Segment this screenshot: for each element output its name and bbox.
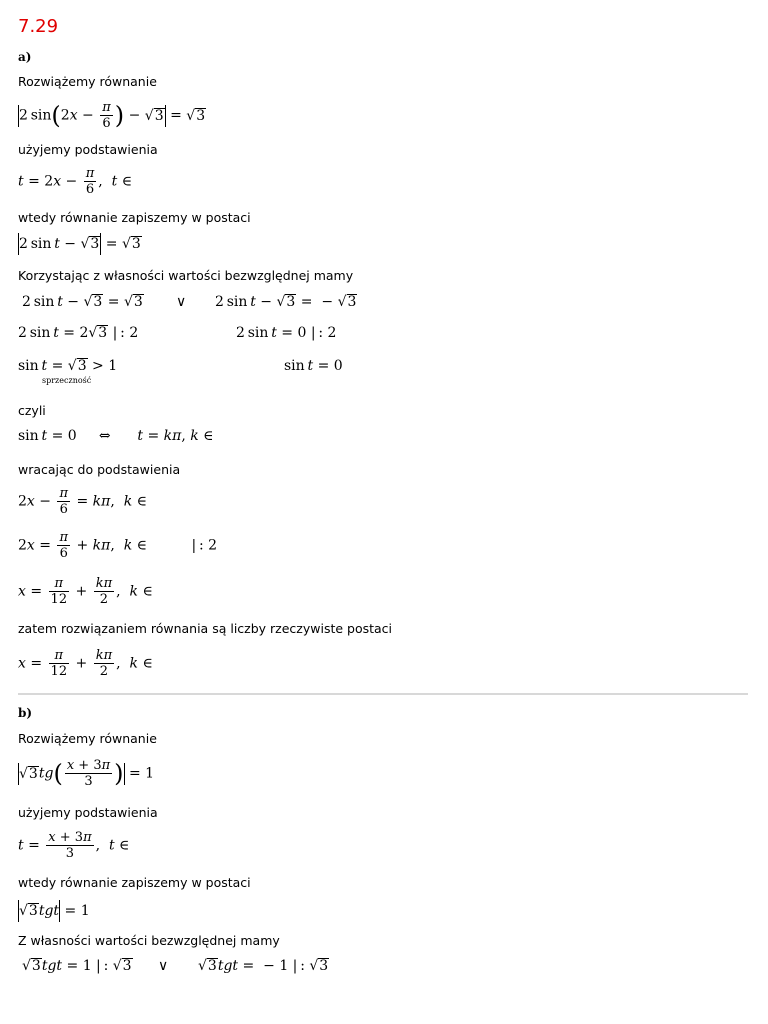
exercise-number: 7.29 [18,16,59,37]
equation-b-substitution: t = $\frac{x + 3\pi}{3}$ , t ∈ [18,830,130,861]
part-b-form-text: wtedy równanie zapiszemy w postaci [18,875,251,890]
equation-a-substitution: t = 2x − $\frac{\pi}{6}$ , t ∈ [18,166,133,197]
part-b-label: b) [18,706,33,720]
part-a-intro: Rozwiążemy równanie [18,74,157,89]
part-a-hence-text: czyli [18,403,46,418]
part-a-label: a) [18,50,32,64]
equation-a-back3: x = $\frac{\pi}{12}$ + $\frac{k\pi}{2}$ , k ∈ [18,576,153,607]
case-a2-step2: 2 sin t = 0 | : 2 [236,325,337,341]
case-a1-eq: 2 sin t − √3 = √3 [22,294,143,310]
part-b-property-text: Z własności wartości bezwzględnej mamy [18,933,280,948]
equation-a-answer: x = $\frac{\pi}{12}$ + $\frac{k\pi}{2}$ , k ∈ [18,648,153,679]
part-a-form-text: wtedy równanie zapiszemy w postaci [18,210,251,225]
equation-a-general: sin t = 0 ⇔ t = kπ, k ∈ [18,428,214,444]
case-a1-step2: 2 sin t = 2√3 | : 2 [18,325,139,341]
part-b-intro: Rozwiążemy równanie [18,731,157,746]
part-a-conclusion-text: zatem rozwiązaniem równania są liczby rzeczywiste postaci [18,621,393,636]
part-a-property-text: Korzystając z własności wartości bezwzględnej mamy [18,268,354,283]
equation-a-back1: 2x − $\frac{\pi}{6}$ = kπ, k ∈ [18,486,148,517]
part-a-substitution-text: użyjemy podstawienia [18,142,158,157]
part-b-substitution-text: użyjemy podstawienia [18,805,158,820]
equation-a-form: 2 sin t − √3 = √3 [18,233,142,255]
or-symbol-b: ∨ [158,958,169,974]
equation-b-main: √3tg( $\frac{x + 3\pi}{3}$ ) = 1 [19,758,155,789]
case-a2-eq: 2 sin t − √3 = − √3 [215,294,357,310]
equation-b-form: √3tgt = 1 [18,900,90,922]
contradiction-note: sprzeczność [42,376,92,385]
or-symbol: ∨ [176,294,187,310]
section-divider [18,693,748,695]
case-a1-step3: sin t = √3 > 1 [18,358,118,374]
equation-a-back2: 2x = $\frac{\pi}{6}$ + kπ, k ∈ | : 2 [18,530,218,561]
case-b1-eq: √3tgt = 1 | : √3 [22,958,132,974]
case-a2-step3: sin t = 0 [284,358,343,374]
equation-a-main: 2 sin(2x − $\frac{\pi}{6}$ ) − √3 = √3 [19,100,206,131]
part-a-back-text: wracając do podstawienia [18,462,181,477]
case-b2-eq: √3tgt = − 1 | : √3 [198,958,329,974]
